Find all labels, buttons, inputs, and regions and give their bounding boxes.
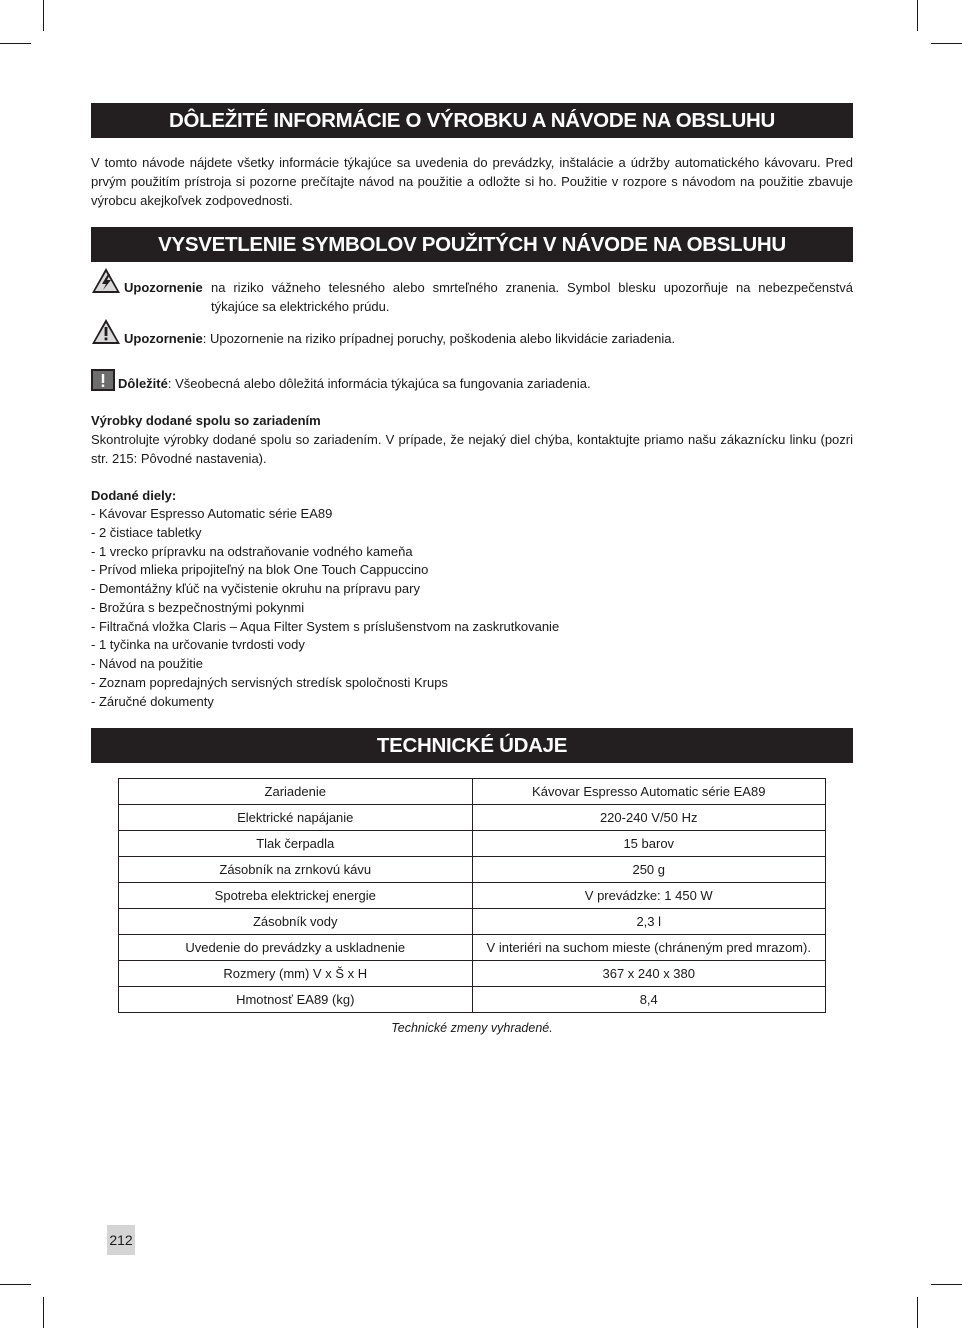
- table-cell-parameter: Tlak čerpadla: [119, 831, 473, 857]
- list-item: - Záručné dokumenty: [91, 693, 214, 709]
- supplied-paragraph: Skontrolujte výrobky dodané spolu so zariadením. V prípade, že nejaký diel chýba, kontaktujte priamo našu zákaznícku linku (pozri str. 215: Pôvodné nastavenia).: [91, 432, 853, 466]
- table-cell-parameter: Zásobník na zrnkovú kávu: [119, 857, 473, 883]
- list-item: - Kávovar Espresso Automatic série EA89: [91, 506, 333, 521]
- crop-mark: [0, 1284, 31, 1285]
- table-cell-value: 220-240 V/50 Hz: [472, 805, 826, 831]
- list-item: - 2 čistiace tabletky: [91, 524, 202, 540]
- table-cell-value: 367 x 240 x 380: [472, 961, 826, 987]
- section-title-symbols: VYSVETLENIE SYMBOLOV POUŽITÝCH V NÁVODE NA OBSLUHU: [91, 227, 853, 262]
- crop-mark: [43, 0, 44, 31]
- table-row: [119, 987, 826, 1013]
- table-row: [119, 805, 826, 831]
- warning-icon: [91, 318, 121, 345]
- table-row: [119, 831, 826, 857]
- symbol-row-important: [118, 374, 591, 393]
- table-cell-parameter: Hmotnosť EA89 (kg): [119, 987, 473, 1013]
- section-title-tech: TECHNICKÉ ÚDAJE: [91, 728, 853, 763]
- crop-mark: [931, 43, 962, 44]
- table-row: [119, 935, 826, 961]
- table-cell-value: 2,3 l: [472, 909, 826, 935]
- symbol-label-electric: Upozornenie: [124, 280, 203, 295]
- table-row: [119, 857, 826, 883]
- table-cell-value: Kávovar Espresso Automatic série EA89: [472, 779, 826, 805]
- list-item: - Prívod mlieka pripojiteľný na blok One Touch Cappuccino: [91, 562, 429, 578]
- crop-mark: [917, 0, 918, 31]
- important-icon: [91, 369, 115, 391]
- table-cell-value: 15 barov: [472, 831, 826, 857]
- list-item: - Návod na použitie: [91, 656, 204, 671]
- table-cell-value: V prevádzke: 1 450 W: [472, 883, 826, 909]
- section-title-intro: DÔLEŽITÉ INFORMÁCIE O VÝROBKU A NÁVODE NA OBSLUHU: [91, 103, 853, 138]
- table-cell-parameter: Rozmery (mm) V x Š x H: [119, 961, 473, 987]
- symbol-text-electric: na riziko vážneho telesného alebo smrteľného zranenia. Symbol blesku upozorňuje na nebezpečenstvá týkajúce sa elektrického prúdu.: [211, 280, 853, 314]
- table-row: [119, 961, 826, 987]
- table-row: [119, 883, 826, 909]
- symbol-row-warning: [124, 329, 675, 348]
- table-cell-parameter: Uvedenie do prevádzky a uskladnenie: [119, 935, 473, 961]
- tech-specs-table: [118, 778, 826, 1013]
- parts-list: [91, 505, 559, 711]
- symbol-text-important: : Všeobecná alebo dôležitá informácia týkajúca sa fungovania zariadenia.: [167, 376, 591, 391]
- list-item: - Demontážny kľúč na vyčistenie okruhu na prípravu pary: [91, 581, 420, 596]
- table-row: [119, 909, 826, 935]
- list-item: - Zoznam popredajných servisných stredísk spoločnosti Krups: [91, 674, 448, 690]
- table-cell-parameter: Spotreba elektrickej energie: [119, 883, 473, 909]
- symbol-text-warning: : Upozornenie na riziko prípadnej poruchy, poškodenia alebo likvidácie zariadenia.: [202, 331, 676, 346]
- table-cell-value: 250 g: [472, 857, 826, 883]
- table-cell-parameter: Elektrické napájanie: [119, 805, 473, 831]
- supplied-heading: Výrobky dodané spolu so zariadením: [91, 413, 321, 428]
- crop-mark: [917, 1297, 918, 1328]
- list-item: - 1 vrecko prípravku na odstraňovanie vodného kameňa: [91, 543, 413, 559]
- crop-mark: [0, 43, 31, 44]
- table-cell-parameter: Zásobník vody: [119, 909, 473, 935]
- list-item: - Brožúra s bezpečnostnými pokynmi: [91, 599, 305, 615]
- list-item: - 1 tyčinka na určovanie tvrdosti vody: [91, 637, 305, 653]
- table-cell-value: 8,4: [472, 987, 826, 1013]
- symbol-label-important: Dôležité: [118, 376, 168, 391]
- electric-warning-icon: [91, 267, 121, 294]
- list-item: - Filtračná vložka Claris – Aqua Filter System s príslušenstvom na zaskrutkovanie: [91, 618, 560, 634]
- table-cell-parameter: Zariadenie: [119, 779, 473, 805]
- symbol-label-warning: Upozornenie: [124, 331, 203, 346]
- intro-paragraph: V tomto návode nájdete všetky informácie týkajúce sa uvedenia do prevádzky, inštalácie a údržby automatického kávovaru. Pred prvým použitím prístroja si pozorne prečítajte návod na použitie a odložte si ho. Použitie v rozpore s návodom na použitie zbavuje výrobcu akejkoľvek zodpovednosti.: [91, 155, 853, 208]
- crop-mark: [43, 1297, 44, 1328]
- page-number: 212: [107, 1225, 135, 1255]
- tech-note: Technické zmeny vyhradené.: [391, 1021, 553, 1035]
- parts-heading: Dodané diely:: [91, 488, 177, 503]
- crop-mark: [931, 1284, 962, 1285]
- table-row: [119, 779, 826, 805]
- table-cell-value: V interiéri na suchom mieste (chráneným pred mrazom).: [472, 935, 826, 961]
